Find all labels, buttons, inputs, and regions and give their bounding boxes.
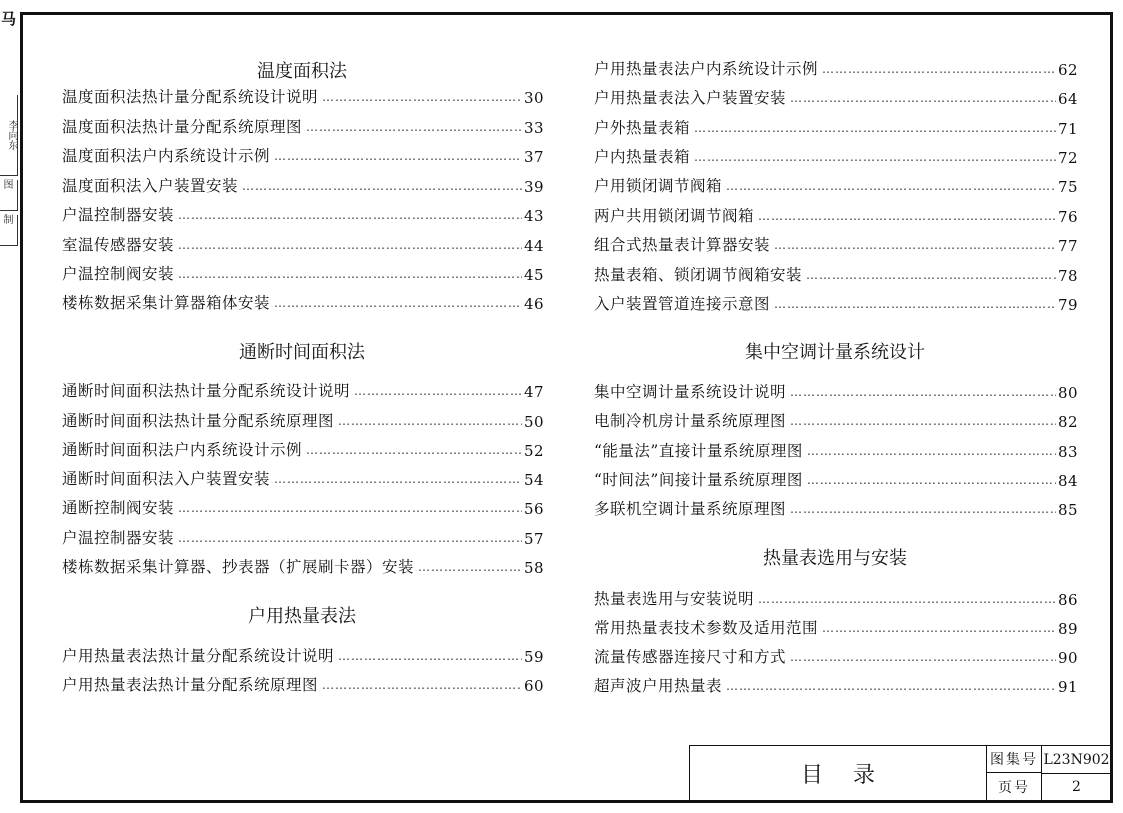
toc-entry[interactable] [62,673,545,695]
section-title: 温度面积法 [257,61,347,82]
entry-title: 通断时间面积法热计量分配系统设计说明 [62,382,351,400]
toc-entry[interactable] [62,174,545,196]
entry-title: 电制冷机房计量系统原理图 [594,412,787,430]
toc-entry[interactable] [594,409,1079,431]
leader-dots [418,560,522,574]
atlas-number-label: 图集号 [987,746,1042,773]
entry-title: 户用热量表法热计量分配系统设计说明 [62,647,335,665]
entry-title: 多联机空调计量系统原理图 [594,500,787,518]
entry-page: 59 [524,648,545,666]
entry-title: 户温控制阀安装 [62,265,175,283]
leader-dots [726,679,1056,693]
entry-page: 78 [1058,267,1079,285]
entry-title: 组合式热量表计算器安装 [594,236,771,254]
leader-dots [726,179,1056,193]
toc-entry[interactable] [594,616,1079,638]
entry-page: 90 [1058,649,1079,667]
leader-dots [178,238,522,252]
leader-dots [806,268,1056,282]
toc-entry[interactable] [594,439,1079,461]
entry-page: 60 [524,677,545,695]
entry-title: 户外热量表箱 [594,119,691,137]
entry-page: 39 [524,178,545,196]
leader-dots [790,414,1056,428]
entry-title: 通断控制阀安装 [62,499,175,517]
entry-page: 82 [1058,413,1079,431]
toc-entry[interactable] [594,587,1079,609]
leader-dots [322,90,522,104]
entry-page: 37 [524,148,545,166]
leader-dots [274,149,522,163]
entry-title: 室温传感器安装 [62,236,175,254]
leader-dots [178,531,522,545]
entry-title: 户用热量表法入户装置安装 [594,89,787,107]
entry-title: 楼栋数据采集计算器、抄表器（扩展刷卡器）安装 [62,558,415,576]
toc-entry[interactable] [62,438,545,460]
toc-entry[interactable] [594,116,1079,138]
leader-dots [694,121,1056,135]
leader-dots [758,209,1056,223]
entry-title: 入户装置管道连接示意图 [594,295,771,313]
toc-entry[interactable] [594,233,1079,255]
page-number: 2 [1072,778,1081,795]
leader-dots [790,502,1056,516]
title-block [689,745,1110,800]
toc-entry[interactable] [62,144,545,166]
entry-page: 83 [1058,443,1079,461]
leader-dots [338,649,522,663]
entry-page: 85 [1058,501,1079,519]
leader-dots [306,443,522,457]
atlas-number: L23N902 [1042,746,1111,774]
toc-entry[interactable] [594,263,1079,285]
entry-page: 79 [1058,296,1079,314]
document-title: 目录 [690,746,987,800]
section-title: 通断时间面积法 [239,342,365,363]
section-title: 热量表选用与安装 [763,548,907,569]
entry-title: 热量表选用与安装说明 [594,590,755,608]
toc-entry[interactable] [594,145,1079,167]
leader-dots [178,208,522,222]
entry-title: 通断时间面积法热计量分配系统原理图 [62,412,335,430]
entry-title: 热量表箱、锁闭调节阀箱安装 [594,266,803,284]
leader-dots [758,592,1056,606]
leader-dots [322,678,522,692]
entry-page: 58 [524,559,545,577]
leader-dots [274,296,522,310]
leader-dots [178,501,522,515]
entry-page: 57 [524,530,545,548]
entry-title: 通断时间面积法户内系统设计示例 [62,441,303,459]
leader-dots [338,414,522,428]
entry-page: 91 [1058,678,1079,696]
toc-entry[interactable] [594,497,1079,519]
entry-page: 71 [1058,120,1079,138]
entry-page: 54 [524,471,545,489]
leader-dots [822,62,1056,76]
toc-entry[interactable] [62,262,545,284]
leader-dots [242,179,522,193]
toc-entry[interactable] [594,380,1079,402]
signature-mark: 马 [1,10,17,28]
entry-page: 89 [1058,620,1079,638]
toc-entry[interactable] [62,379,545,401]
toc-entry[interactable] [594,57,1079,79]
entry-page: 56 [524,500,545,518]
toc-entry[interactable] [594,174,1079,196]
entry-title: 超声波户用热量表 [594,677,723,695]
entry-title: 户温控制器安装 [62,206,175,224]
leader-dots [790,650,1056,664]
entry-title: 两户共用锁闭调节阀箱 [594,207,755,225]
entry-title: 户用热量表法热计量分配系统原理图 [62,676,319,694]
entry-title: 楼栋数据采集计算器箱体安装 [62,294,271,312]
strip-label-drawing: 图 [0,180,18,211]
leader-dots [306,120,522,134]
toc-entry[interactable] [62,115,545,137]
entry-page: 45 [524,266,545,284]
strip-label-make: 制 [0,215,18,246]
entry-page: 64 [1058,90,1079,108]
toc-entry[interactable] [594,468,1079,490]
entry-page: 75 [1058,178,1079,196]
section-title: 户用热量表法 [248,606,356,627]
entry-title: 常用热量表技术参数及适用范围 [594,619,819,637]
toc-entry[interactable] [594,86,1079,108]
entry-page: 50 [524,413,545,431]
leader-dots [274,472,522,486]
margin-signature-strip [0,10,18,246]
entry-title: “能量法”直接计量系统原理图 [594,442,803,460]
entry-title: 户温控制器安装 [62,529,175,547]
toc-entry[interactable] [62,203,545,225]
entry-title: 户用热量表法户内系统设计示例 [594,60,819,78]
leader-dots [774,238,1056,252]
entry-page: 43 [524,207,545,225]
entry-page: 30 [524,89,545,107]
entry-page: 52 [524,442,545,460]
entry-page: 46 [524,295,545,313]
leader-dots [807,473,1056,487]
toc-entry[interactable] [62,555,545,577]
leader-dots [807,444,1056,458]
toc-entry[interactable] [62,85,545,107]
leader-dots [774,297,1056,311]
toc-entry[interactable] [594,204,1079,226]
leader-dots [178,267,522,281]
leader-dots [822,621,1056,635]
entry-title: “时间法”间接计量系统原理图 [594,471,803,489]
section-title: 集中空调计量系统设计 [745,342,925,363]
toc-entry[interactable] [62,409,545,431]
leader-dots [790,91,1056,105]
entry-title: 温度面积法入户装置安装 [62,177,239,195]
entry-page: 33 [524,119,545,137]
toc-entry[interactable] [62,526,545,548]
entry-page: 77 [1058,237,1079,255]
entry-page: 80 [1058,384,1079,402]
page-number-label: 页号 [987,773,1042,800]
entry-page: 76 [1058,208,1079,226]
entry-page: 47 [524,383,545,401]
leader-dots [694,150,1056,164]
entry-page: 84 [1058,472,1079,490]
toc-entry[interactable] [594,674,1079,696]
entry-title: 户用锁闭调节阀箱 [594,177,723,195]
strip-name: 李向东 [0,95,18,176]
entry-title: 温度面积法户内系统设计示例 [62,147,271,165]
toc-entry[interactable] [62,291,545,313]
toc-entry[interactable] [62,644,545,666]
toc-entry[interactable] [62,496,545,518]
entry-title: 流量传感器连接尺寸和方式 [594,648,787,666]
entry-title: 户内热量表箱 [594,148,691,166]
leader-dots [790,385,1056,399]
entry-title: 集中空调计量系统设计说明 [594,383,787,401]
toc-entry[interactable] [62,233,545,255]
leader-dots [354,384,522,398]
entry-title: 通断时间面积法入户装置安装 [62,470,271,488]
toc-entry[interactable] [62,467,545,489]
toc-entry[interactable] [594,292,1079,314]
entry-page: 44 [524,237,545,255]
entry-page: 72 [1058,149,1079,167]
entry-title: 温度面积法热计量分配系统原理图 [62,118,303,136]
entry-page: 62 [1058,61,1079,79]
entry-title: 温度面积法热计量分配系统设计说明 [62,88,319,106]
toc-entry[interactable] [594,645,1079,667]
entry-page: 86 [1058,591,1079,609]
